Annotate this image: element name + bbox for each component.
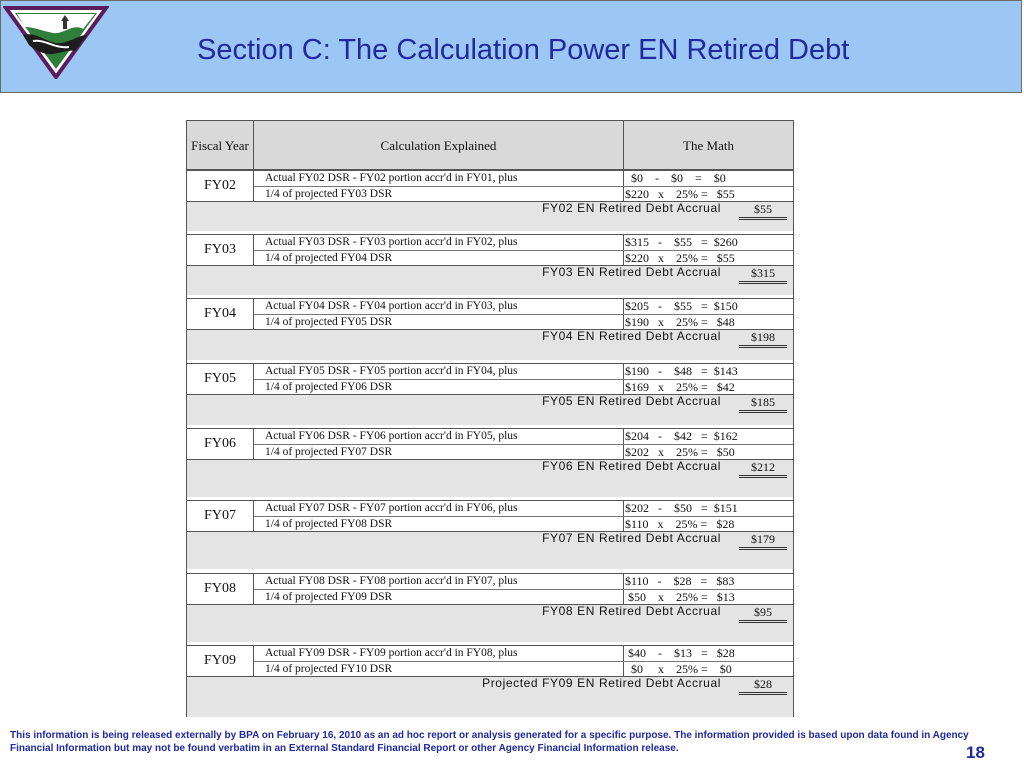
math-line-actual: $202 - $50 = $151 [625, 501, 738, 515]
calc-line-projected: 1/4 of projected FY09 DSR [265, 591, 393, 603]
calc-line-projected: 1/4 of projected FY10 DSR [265, 663, 393, 675]
calc-line-actual: Actual FY09 DSR - FY09 portion accr'd in FY08, plus [265, 647, 518, 659]
slide-title: Section C: The Calculation Power EN Retired Debt [197, 34, 850, 66]
accrual-value: $179 [739, 532, 787, 550]
accrual-value: $315 [739, 266, 787, 284]
accrual-band [187, 202, 793, 231]
header-fiscal-year: Fiscal Year [187, 121, 253, 169]
accrual-band [187, 677, 793, 717]
calc-line-actual: Actual FY05 DSR - FY05 portion accr'd in FY04, plus [265, 365, 518, 377]
accrual-value: $185 [739, 395, 787, 413]
accrual-label: FY02 EN Retired Debt Accrual [542, 201, 721, 215]
fiscal-year-cell: FY04 [204, 305, 236, 321]
calc-line-projected: 1/4 of projected FY08 DSR [265, 518, 393, 530]
retired-debt-table [186, 120, 794, 717]
calc-line-projected: 1/4 of projected FY03 DSR [265, 188, 393, 200]
calc-line-actual: Actual FY03 DSR - FY03 portion accr'd in FY02, plus [265, 236, 518, 248]
accrual-label: FY03 EN Retired Debt Accrual [542, 265, 721, 279]
accrual-label: FY04 EN Retired Debt Accrual [542, 329, 721, 343]
accrual-value: $95 [739, 605, 787, 623]
fiscal-year-cell: FY03 [204, 241, 236, 257]
accrual-label: FY05 EN Retired Debt Accrual [542, 394, 721, 408]
fiscal-year-cell: FY05 [204, 370, 236, 386]
fiscal-year-cell: FY08 [204, 580, 236, 596]
fiscal-year-cell: FY07 [204, 507, 236, 523]
calc-line-projected: 1/4 of projected FY05 DSR [265, 316, 393, 328]
math-line-actual: $204 - $42 = $162 [625, 429, 738, 443]
calc-line-projected: 1/4 of projected FY07 DSR [265, 446, 393, 458]
accrual-label: FY08 EN Retired Debt Accrual [542, 604, 721, 618]
accrual-band [187, 460, 793, 497]
accrual-value: $28 [739, 677, 787, 695]
math-line-actual: $205 - $55 = $150 [625, 299, 738, 313]
math-line-projected: $169 x 25% = $42 [625, 380, 735, 394]
accrual-band [187, 395, 793, 425]
bpa-logo-icon [3, 5, 109, 79]
header-bar [0, 0, 1022, 93]
accrual-band [187, 532, 793, 569]
math-line-actual: $110 - $28 = $83 [625, 574, 735, 588]
math-line-actual: $0 - $0 = $0 [625, 171, 726, 185]
header-divider [253, 121, 254, 169]
calc-line-actual: Actual FY06 DSR - FY06 portion accr'd in FY05, plus [265, 430, 518, 442]
page-number: 18 [966, 743, 985, 762]
calc-line-actual: Actual FY07 DSR - FY07 portion accr'd in FY06, plus [265, 502, 518, 514]
math-line-projected: $0 x 25% = $0 [625, 662, 732, 676]
calc-line-actual: Actual FY08 DSR - FY08 portion accr'd in FY07, plus [265, 575, 518, 587]
calc-line-actual: Actual FY04 DSR - FY04 portion accr'd in FY03, plus [265, 300, 518, 312]
accrual-band [187, 605, 793, 642]
calc-line-actual: Actual FY02 DSR - FY02 portion accr'd in FY01, plus [265, 172, 518, 184]
math-line-projected: $220 x 25% = $55 [625, 251, 735, 265]
calc-line-projected: 1/4 of projected FY06 DSR [265, 381, 393, 393]
header-divider [623, 121, 624, 169]
math-line-projected: $50 x 25% = $13 [625, 590, 735, 604]
math-line-projected: $110 x 25% = $28 [625, 517, 735, 531]
fiscal-year-cell: FY02 [204, 177, 236, 193]
accrual-label: FY07 EN Retired Debt Accrual [542, 531, 721, 545]
calc-line-projected: 1/4 of projected FY04 DSR [265, 252, 393, 264]
header-the-math: The Math [624, 121, 793, 169]
accrual-value: $55 [739, 202, 787, 220]
fiscal-year-cell: FY06 [204, 435, 236, 451]
math-line-projected: $190 x 25% = $48 [625, 315, 735, 329]
accrual-value: $212 [739, 460, 787, 478]
accrual-band [187, 266, 793, 295]
math-line-actual: $190 - $48 = $143 [625, 364, 738, 378]
accrual-label: Projected FY09 EN Retired Debt Accrual [482, 676, 721, 690]
accrual-value: $198 [739, 330, 787, 348]
math-line-projected: $202 x 25% = $50 [625, 445, 735, 459]
math-line-actual: $315 - $55 = $260 [625, 235, 738, 249]
accrual-band [187, 330, 793, 360]
accrual-label: FY06 EN Retired Debt Accrual [542, 459, 721, 473]
math-line-actual: $40 - $13 = $28 [625, 646, 735, 660]
footer-disclaimer: This information is being released externally by BPA on February 16, 2010 as an ad hoc report or analysis generated for a specific purpose. The information provided is based upon data found in Agency Financial Information but may not be found verbatim in an External Standard Financial Report or other Agency Financial Information release. [10, 730, 969, 754]
math-line-projected: $220 x 25% = $55 [625, 187, 735, 201]
header-calculation-explained: Calculation Explained [254, 121, 623, 169]
fiscal-year-cell: FY09 [204, 652, 236, 668]
